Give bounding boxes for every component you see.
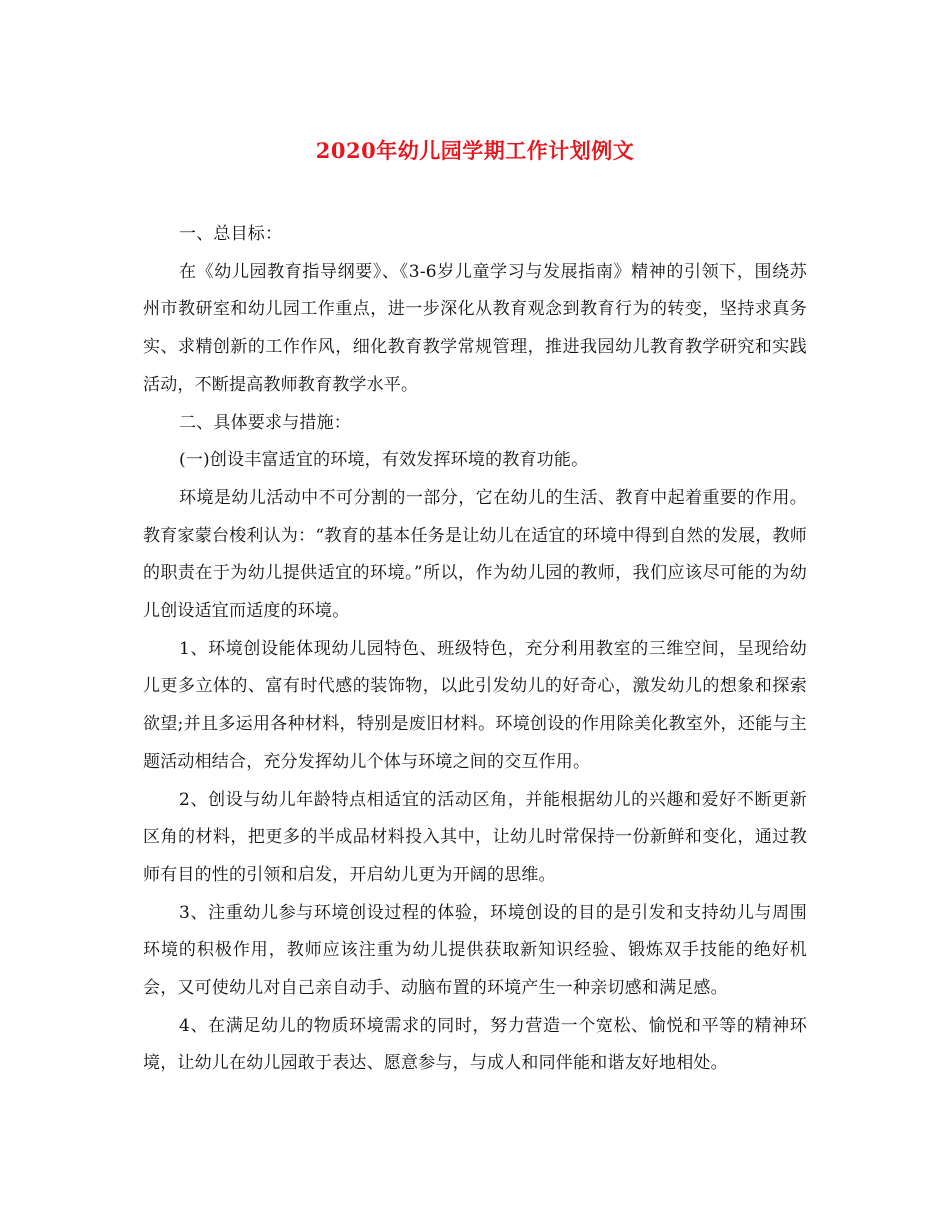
heading-overall-goal: 一、总目标： [179, 224, 283, 244]
paragraph-goal-text: 在《幼儿园教育指导纲要》、《3-6岁儿童学习与发展指南》精神的引领下，围绕苏州市教研室和幼儿园工作重点，进一步深化从教育观念到教育行为的转变，坚持求真务实、求精创新的工作作风，细化教育教学常规管理，推进我园幼儿教育教学研究和实践活动，不断提高教师教育教学水平。 [143, 261, 807, 395]
document-body [143, 216, 807, 1083]
paragraph-environment-intro: 环境是幼儿活动中不可分割的一部分，它在幼儿的生活、教育中起着重要的作用。教育家蒙台梭利认为：“教育的基本任务是让幼儿在适宜的环境中得到自然的发展，教师的职责在于为幼儿提供适宜的环境。”所以，作为幼儿园的教师，我们应该尽可能的为幼儿创设适宜而适度的环境。 [143, 487, 807, 622]
subheading-environment: (一)创设丰富适宜的环境，有效发挥环境的教育功能。 [179, 450, 589, 471]
paragraph-item-3: 3、注重幼儿参与环境创设过程的体验，环境创设的目的是引发和支持幼儿与周围环境的积极作用，教师应该注重为幼儿提供获取新知识经验、锻炼双手技能的绝好机会，又可使幼儿对自己亲自动手、动脑布置的环境产生一种亲切感和满足感。 [143, 902, 807, 999]
heading-requirements: 二、具体要求与措施： [179, 412, 351, 433]
paragraph-item-2: 2、创设与幼儿年龄特点相适宜的活动区角，并能根据幼儿的兴趣和爱好不断更新区角的材料，把更多的半成品材料投入其中，让幼儿时常保持一份新鲜和变化，通过教师有目的性的引领和启发，开启幼儿更为开阔的思维。 [143, 789, 807, 885]
paragraph-item-1: 1、环境创设能体现幼儿园特色、班级特色，充分利用教室的三维空间，呈现给幼儿更多立体的、富有时代感的装饰物，以此引发幼儿的好奇心，激发幼儿的想象和探索欲望;并且多运用各种材料，特别是废旧材料。环境创设的作用除美化教室外，还能与主题活动相结合，充分发挥幼儿个体与环境之间的交互作用。 [143, 638, 807, 772]
document-title: 2020年幼儿园学期工作计划例文 [315, 138, 635, 163]
paragraph-item-4: 4、在满足幼儿的物质环境需求的同时，努力营造一个宽松、愉悦和平等的精神环境，让幼儿在幼儿园敢于表达、愿意参与，与成人和同伴能和谐友好地相处。 [143, 1015, 807, 1074]
